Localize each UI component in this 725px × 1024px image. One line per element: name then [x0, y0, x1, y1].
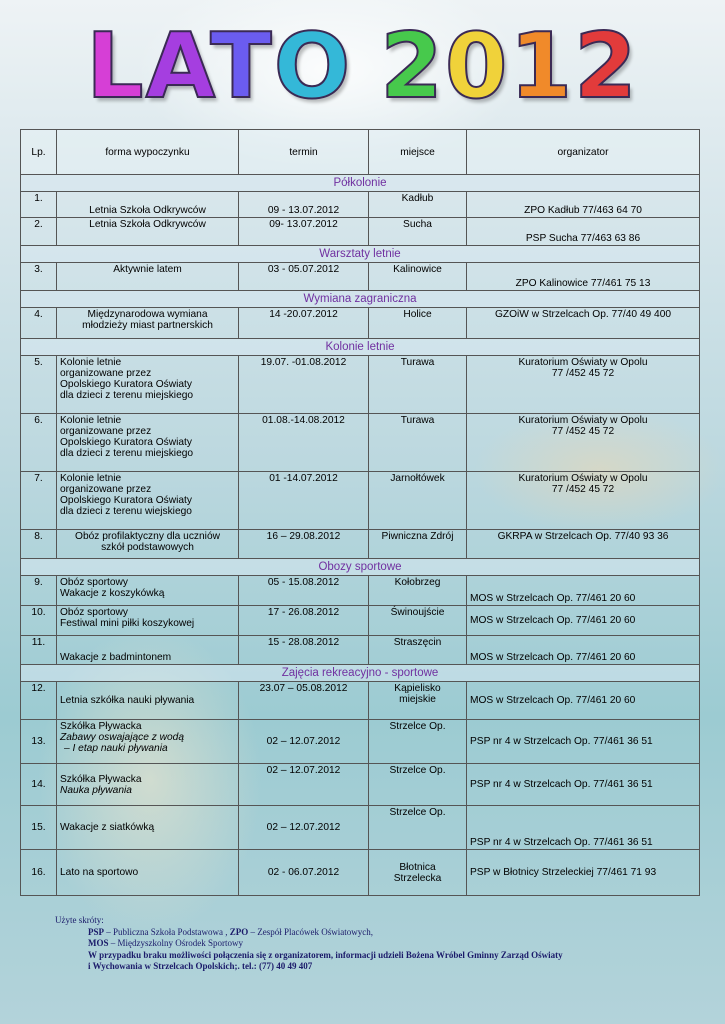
row-organizator: [467, 356, 700, 414]
abbr-mos: MOS: [88, 938, 109, 948]
header-miejsce: miejsce: [369, 130, 467, 175]
row-miejsce: Holice: [369, 308, 467, 339]
row-miejsce: Turawa: [369, 414, 467, 472]
row-miejsce: Sucha: [369, 218, 467, 246]
row-termin: 02 - 06.07.2012: [239, 850, 369, 896]
forma-line: organizowane przez: [60, 484, 152, 495]
forma-line: dla dzieci z terenu wiejskiego: [60, 506, 192, 517]
notes-abbrev-line: [55, 938, 695, 950]
section-zajecia: Zajęcia rekreacyjno - sportowe: [21, 665, 700, 682]
row-termin: 15 - 28.08.2012: [239, 636, 369, 665]
row-miejsce: Świnoujście: [369, 606, 467, 636]
forma-line: Kolonie letnie: [60, 357, 122, 368]
row-lp: 13.: [21, 720, 57, 764]
org-line: 77 /452 45 72: [551, 426, 615, 437]
row-organizator: PSP w Błotnicy Strzeleckiej 77/461 71 93: [467, 850, 700, 896]
row-termin: 02 – 12.07.2012: [239, 720, 369, 764]
row-lp: 16.: [21, 850, 57, 896]
row-termin: 05 - 15.08.2012: [239, 576, 369, 606]
org-line: 77 /452 45 72: [551, 484, 615, 495]
row-organizator: PSP nr 4 w Strzelcach Op. 77/461 36 51: [467, 764, 700, 806]
abbr-zpo: ZPO: [229, 926, 249, 937]
row-forma: [57, 414, 239, 472]
footnotes: [55, 915, 695, 973]
table-row: [21, 720, 700, 764]
row-miejsce: Strzelce Op.: [369, 806, 467, 850]
table-row: [21, 636, 700, 665]
forma-line: organizowane przez: [60, 426, 152, 437]
section-warsztaty: Warsztaty letnie: [21, 246, 700, 263]
forma-line: młodzieży miast partnerskich: [82, 320, 213, 331]
row-termin: 16 – 29.08.2012: [239, 530, 369, 559]
row-lp: 7.: [21, 472, 57, 530]
title-letter: 0: [444, 14, 510, 119]
row-lp: 9.: [21, 576, 57, 606]
row-forma: [57, 576, 239, 606]
table-row: [21, 606, 700, 636]
row-termin: 14 -20.07.2012: [239, 308, 369, 339]
forma-line: dla dzieci z terenu miejskiego: [60, 448, 194, 459]
row-organizator: PSP nr 4 w Strzelcach Op. 77/461 36 51: [467, 806, 700, 850]
table-row: [21, 472, 700, 530]
row-forma: Letnia Szkoła Odkrywców: [57, 218, 239, 246]
row-lp: 11.: [21, 636, 57, 665]
forma-line: Wakacje z koszykówką: [60, 588, 165, 599]
forma-line: Obóz sportowy: [60, 607, 128, 618]
notes-contact-line: [55, 950, 695, 962]
forma-line: dla dzieci z terenu miejskiego: [60, 390, 194, 401]
row-lp: 1.: [21, 192, 57, 218]
row-forma: Wakacje z badmintonem: [57, 636, 239, 665]
row-termin: 02 – 12.07.2012: [239, 764, 369, 806]
row-organizator: MOS w Strzelcach Op. 77/461 20 60: [467, 606, 700, 636]
title-letter: 2: [574, 14, 639, 119]
row-miejsce: Strzelce Op.: [369, 764, 467, 806]
title-letter: A: [145, 14, 211, 119]
row-organizator: ZPO Kalinowice 77/461 75 13: [467, 263, 700, 291]
table-row: [21, 576, 700, 606]
notes-contact-line: [55, 961, 695, 973]
section-row: [21, 665, 700, 682]
forma-line: Festiwal mini piłki koszykowej: [60, 618, 195, 629]
row-forma: Aktywnie latem: [57, 263, 239, 291]
row-miejsce: Piwniczna Zdrój: [369, 530, 467, 559]
forma-line: Opolskiego Kuratora Oświaty: [60, 495, 192, 506]
section-row: [21, 175, 700, 192]
miejsce-line: miejskie: [399, 694, 436, 705]
org-line: Kuratorium Oświaty w Opolu: [518, 415, 648, 426]
row-termin: 01.08.-14.08.2012: [239, 414, 369, 472]
forma-line: Kolonie letnie: [60, 473, 122, 484]
row-lp: 3.: [21, 263, 57, 291]
table-row: [21, 850, 700, 896]
forma-line: Międzynarodowa wymiana: [87, 309, 208, 320]
row-forma: [57, 308, 239, 339]
row-miejsce: [369, 682, 467, 720]
row-forma: [57, 356, 239, 414]
row-termin: 09 - 13.07.2012: [239, 192, 369, 218]
table-row: [21, 806, 700, 850]
camps-table: [20, 129, 700, 896]
page-title: [0, 14, 725, 119]
row-lp: 5.: [21, 356, 57, 414]
forma-line: szkół podstawowych: [101, 542, 194, 553]
section-row: [21, 291, 700, 308]
section-wymiana: Wymiana zagraniczna: [21, 291, 700, 308]
forma-line: Obóz sportowy: [60, 577, 128, 588]
table-row: [21, 530, 700, 559]
miejsce-line: Strzelecka: [393, 872, 442, 884]
row-forma: [57, 530, 239, 559]
section-row: [21, 246, 700, 263]
abbr-psp-desc: – Publiczna Szkoła Podstawowa ,: [104, 926, 228, 937]
row-miejsce: Kadłub: [369, 192, 467, 218]
abbr-zpo-desc: – Zespół Placówek Oświatowych,: [248, 926, 373, 937]
row-lp: 10.: [21, 606, 57, 636]
row-organizator: GZOiW w Strzelcach Op. 77/40 49 400: [467, 308, 700, 339]
title-letter: L: [86, 14, 146, 119]
row-forma: Wakacje z siatkówką: [57, 806, 239, 850]
miejsce-line: Błotnica: [399, 861, 436, 873]
forma-line: Szkółka Pływacka: [60, 721, 142, 732]
row-termin: 02 – 12.07.2012: [239, 806, 369, 850]
row-lp: 12.: [21, 682, 57, 720]
org-line: 77 /452 45 72: [551, 368, 615, 379]
row-miejsce: Strzelce Op.: [369, 720, 467, 764]
row-lp: 14.: [21, 764, 57, 806]
table-row: [21, 218, 700, 246]
row-organizator: PSP nr 4 w Strzelcach Op. 77/461 36 51: [467, 720, 700, 764]
org-line: Kuratorium Oświaty w Opolu: [518, 357, 648, 368]
row-miejsce: Jarnołtówek: [369, 472, 467, 530]
forma-line: organizowane przez: [60, 368, 152, 379]
row-forma: [57, 606, 239, 636]
row-lp: 2.: [21, 218, 57, 246]
row-lp: 6.: [21, 414, 57, 472]
forma-line: Nauka pływania: [60, 784, 132, 796]
section-kolonie: Kolonie letnie: [21, 339, 700, 356]
contact-text: W przypadku braku możliwości połączenia się z organizatorem, informacji udzieli Bożena Wróbel Gminny Zarząd Oświaty: [88, 949, 563, 960]
row-termin: 01 -14.07.2012: [239, 472, 369, 530]
row-forma: Letnia Szkoła Odkrywców: [57, 192, 239, 218]
abbr-psp: PSP: [88, 926, 105, 937]
miejsce-line: Kąpielisko: [394, 683, 441, 694]
row-miejsce: [369, 850, 467, 896]
forma-line: Opolskiego Kuratora Oświaty: [60, 379, 192, 390]
table-row: [21, 192, 700, 218]
table-header-row: [21, 130, 700, 175]
table-row: [21, 414, 700, 472]
row-organizator: GKRPA w Strzelcach Op. 77/40 93 36: [467, 530, 700, 559]
row-miejsce: Kołobrzeg: [369, 576, 467, 606]
table-row: [21, 356, 700, 414]
row-termin: 19.07. -01.08.2012: [239, 356, 369, 414]
row-organizator: MOS w Strzelcach Op. 77/461 20 60: [467, 576, 700, 606]
notes-abbrev-line: [55, 927, 695, 939]
header-organizator: organizator: [467, 130, 700, 175]
row-lp: 15.: [21, 806, 57, 850]
row-termin: 17 - 26.08.2012: [239, 606, 369, 636]
section-polkolonie: Półkolonie: [21, 175, 700, 192]
row-forma: Lato na sportowo: [57, 850, 239, 896]
forma-line: Obóz profilaktyczny dla uczniów: [75, 531, 220, 542]
table-row: [21, 308, 700, 339]
org-line: Kuratorium Oświaty w Opolu: [518, 473, 648, 484]
title-letter: T: [210, 14, 274, 119]
row-forma: [57, 472, 239, 530]
forma-line: Szkółka Pływacka: [60, 773, 142, 785]
header-termin: termin: [239, 130, 369, 175]
row-miejsce: Kalinowice: [369, 263, 467, 291]
contact-text: i Wychowania w Strzelcach Opolskich;. tel.: (77) 40 49 407: [88, 961, 313, 971]
forma-line: Opolskiego Kuratora Oświaty: [60, 437, 192, 448]
title-letter: 2: [380, 14, 445, 119]
row-lp: 4.: [21, 308, 57, 339]
row-forma: Letnia szkółka nauki pływania: [57, 682, 239, 720]
notes-heading: Użyte skróty:: [55, 915, 104, 925]
row-miejsce: Straszęcin: [369, 636, 467, 665]
row-termin: 03 - 05.07.2012: [239, 263, 369, 291]
forma-line: – I etap nauki pływania: [64, 743, 168, 754]
row-miejsce: Turawa: [369, 356, 467, 414]
section-row: [21, 339, 700, 356]
row-lp: 8.: [21, 530, 57, 559]
section-obozy: Obozy sportowe: [21, 559, 700, 576]
row-organizator: [467, 472, 700, 530]
row-forma: [57, 764, 239, 806]
abbr-mos-desc: – Międzyszkolny Ośrodek Sportowy: [108, 938, 244, 948]
title-letter: O: [273, 14, 353, 119]
section-row: [21, 559, 700, 576]
forma-line: Zabawy oswajające z wodą: [60, 732, 185, 743]
forma-line: Kolonie letnie: [60, 415, 122, 426]
table-row: [21, 682, 700, 720]
header-forma: forma wypoczynku: [57, 130, 239, 175]
row-termin: 23.07 – 05.08.2012: [239, 682, 369, 720]
title-letter: 1: [509, 14, 575, 119]
row-organizator: [467, 414, 700, 472]
row-organizator: MOS w Strzelcach Op. 77/461 20 60: [467, 682, 700, 720]
table-row: [21, 764, 700, 806]
row-termin: 09- 13.07.2012: [239, 218, 369, 246]
row-organizator: MOS w Strzelcach Op. 77/461 20 60: [467, 636, 700, 665]
header-lp: Lp.: [21, 130, 57, 175]
table-row: [21, 263, 700, 291]
row-forma: [57, 720, 239, 764]
row-organizator: ZPO Kadłub 77/463 64 70: [467, 192, 700, 218]
row-organizator: PSP Sucha 77/463 63 86: [467, 218, 700, 246]
